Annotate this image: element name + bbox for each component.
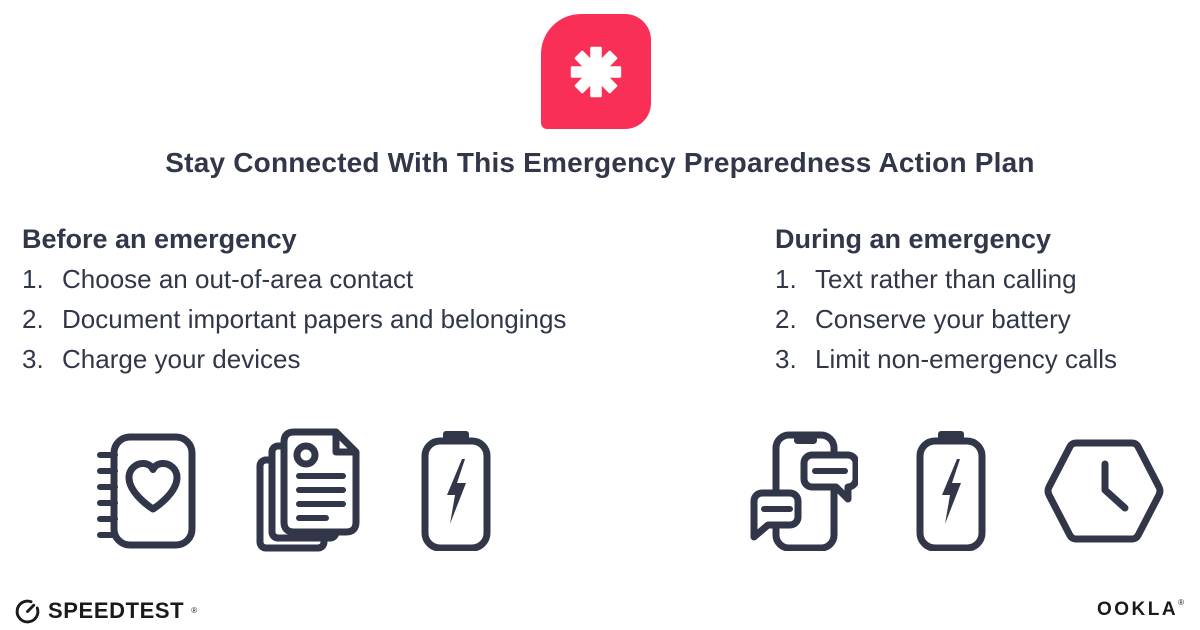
charged-battery-icon xyxy=(915,431,987,551)
list-item xyxy=(22,299,722,339)
list-item xyxy=(775,259,1185,299)
item-number: 3. xyxy=(22,344,44,374)
limited-time-icon xyxy=(1044,436,1164,546)
ookla-logo xyxy=(1097,599,1184,623)
item-number: 2. xyxy=(22,304,44,334)
during-icons-row xyxy=(746,426,1164,556)
item-number: 3. xyxy=(775,344,797,374)
item-number: 1. xyxy=(22,264,44,294)
list-item xyxy=(22,339,722,379)
during-emergency-section xyxy=(775,219,1185,379)
speedtest-trademark: ® xyxy=(191,605,198,615)
list-item xyxy=(775,339,1185,379)
important-documents-icon xyxy=(256,428,362,554)
item-text: Charge your devices xyxy=(62,344,301,374)
item-text: Limit non-emergency calls xyxy=(815,344,1118,374)
phone-messaging-icon xyxy=(746,431,858,551)
item-number: 2. xyxy=(775,304,797,334)
item-text: Choose an out-of-area contact xyxy=(62,264,414,294)
item-text: Document important papers and belongings xyxy=(62,304,567,334)
during-heading: During an emergency xyxy=(775,224,1052,254)
speedtest-logo xyxy=(14,597,197,625)
medical-asterisk-icon xyxy=(560,36,632,108)
ookla-trademark: ® xyxy=(1178,598,1184,607)
charged-battery-icon xyxy=(420,431,492,551)
item-text: Text rather than calling xyxy=(815,264,1077,294)
speedtest-wordmark: SPEEDTEST xyxy=(48,598,185,623)
speedtest-gauge-icon xyxy=(14,598,41,625)
page-title: Stay Connected With This Emergency Preparedness Action Plan xyxy=(165,147,1035,178)
before-emergency-section xyxy=(22,219,722,379)
list-item xyxy=(775,299,1185,339)
ookla-wordmark: OOKLA xyxy=(1096,599,1179,620)
contact-notebook-icon xyxy=(96,431,198,551)
before-icons-row xyxy=(96,426,492,556)
emergency-badge xyxy=(541,14,651,129)
item-number: 1. xyxy=(775,264,797,294)
item-text: Conserve your battery xyxy=(815,304,1071,334)
list-item xyxy=(22,259,722,299)
before-heading: Before an emergency xyxy=(22,224,297,254)
